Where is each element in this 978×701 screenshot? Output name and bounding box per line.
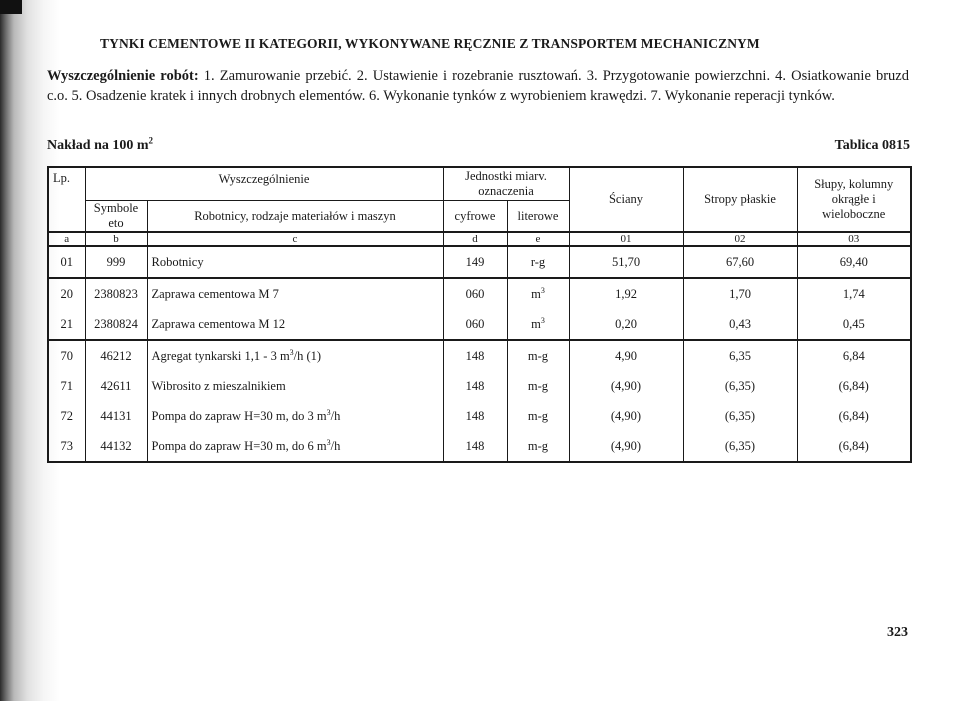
row-name-sup: 3: [326, 407, 331, 417]
row-symbol: 2380823: [85, 278, 147, 309]
row-symbol: 2380824: [85, 309, 147, 340]
table-row: [48, 278, 911, 309]
row-value-sciany: (4,90): [569, 371, 683, 401]
column-letter: b: [85, 232, 147, 246]
row-name: [147, 309, 443, 340]
row-unit-letter: [507, 371, 569, 401]
row-name-tail: /h: [330, 408, 341, 423]
row-unit-letter: [507, 246, 569, 278]
row-name: [147, 431, 443, 462]
column-letter: 03: [797, 232, 911, 246]
row-unit-letter: [507, 309, 569, 340]
row-symbol: 44132: [85, 431, 147, 462]
row-value-sciany: (4,90): [569, 431, 683, 462]
row-lp: 20: [48, 278, 85, 309]
row-name-text: Wibrosito z mieszalnikiem: [151, 378, 286, 393]
row-value-stropy: 0,43: [683, 309, 797, 340]
column-letter: c: [147, 232, 443, 246]
row-unit-letter: [507, 431, 569, 462]
row-lp: 73: [48, 431, 85, 462]
row-name: [147, 401, 443, 431]
norm-sup: 2: [148, 135, 154, 146]
header-stropy: Stropy płaskie: [683, 167, 797, 232]
row-name: [147, 371, 443, 401]
row-unit-sup: 3: [540, 315, 545, 325]
row-name-tail: /h (1): [293, 348, 322, 363]
row-value-sciany: 1,92: [569, 278, 683, 309]
description-lead: Wyszczególnienie robót:: [47, 68, 199, 84]
row-unit-letter-text: m-g: [527, 438, 549, 453]
header-symbole: Symbole eto: [85, 201, 147, 233]
row-value-slupy: 69,40: [797, 246, 911, 278]
row-name-text: Agregat tynkarski 1,1 - 3 m: [151, 348, 290, 363]
row-name: [147, 278, 443, 309]
page-number: 323: [887, 625, 908, 640]
row-unit-letter-text: r-g: [530, 254, 546, 269]
row-unit-code: 148: [443, 371, 507, 401]
row-symbol: 44131: [85, 401, 147, 431]
page-title: TYNKI CEMENTOWE II KATEGORII, WYKONYWANE RĘCZNIE Z TRANSPORTEM MECHANICZNYM: [100, 36, 760, 51]
column-letter: 01: [569, 232, 683, 246]
row-value-slupy: (6,84): [797, 401, 911, 431]
description-text: 1. Zamurowanie przebić. 2. Ustawienie i rozebranie rusztowań. 3. Przygotowanie powierzchni. 4. Osiatkowanie bruzd c.o. 5. Osadzenie kratek i innych drobnych elementów. 6. Wykonanie tynków z wyrobieniem krawędzi. 7. Wykonanie reperacji tynków.: [47, 68, 909, 104]
norm-text: Nakład na 100 m: [47, 138, 149, 153]
row-value-stropy: 1,70: [683, 278, 797, 309]
row-unit-code: 148: [443, 401, 507, 431]
column-letter: 02: [683, 232, 797, 246]
row-value-sciany: (4,90): [569, 401, 683, 431]
row-value-sciany: 0,20: [569, 309, 683, 340]
table-row: [48, 309, 911, 340]
row-value-stropy: 6,35: [683, 340, 797, 371]
row-name-text: Pompa do zapraw H=30 m, do 3 m: [151, 408, 327, 423]
row-name-sup: 3: [326, 437, 331, 447]
column-letters-row: [48, 232, 911, 246]
table-row: [48, 401, 911, 431]
row-value-stropy: (6,35): [683, 431, 797, 462]
row-lp: 71: [48, 371, 85, 401]
row-value-slupy: (6,84): [797, 371, 911, 401]
row-name-text: Zaprawa cementowa M 12: [151, 316, 286, 331]
row-unit-code: 060: [443, 309, 507, 340]
row-unit-code: 149: [443, 246, 507, 278]
row-unit-letter: [507, 340, 569, 371]
column-letter: e: [507, 232, 569, 246]
table-row: [48, 340, 911, 371]
header-robotnicy: Robotnicy, rodzaje materiałów i maszyn: [147, 201, 443, 233]
table-row: [48, 246, 911, 278]
row-unit-code: 148: [443, 340, 507, 371]
row-value-stropy: (6,35): [683, 371, 797, 401]
row-name-text: Robotnicy: [151, 254, 204, 269]
row-lp: 72: [48, 401, 85, 431]
row-unit-letter: [507, 278, 569, 309]
header-lp: Lp.: [48, 167, 85, 232]
row-value-stropy: (6,35): [683, 401, 797, 431]
row-symbol: 46212: [85, 340, 147, 371]
header-jednostki: Jednostki miarv. oznaczenia: [443, 167, 569, 201]
table-number: Tablica 0815: [834, 138, 910, 153]
row-name: [147, 340, 443, 371]
row-name-text: Pompa do zapraw H=30 m, do 6 m: [151, 438, 327, 453]
row-unit-code: 060: [443, 278, 507, 309]
row-value-slupy: 6,84: [797, 340, 911, 371]
work-description: [47, 66, 909, 106]
header-wyszczegolnienie: Wyszczególnienie: [85, 167, 443, 201]
row-name-sup: 3: [289, 347, 294, 357]
row-lp: 01: [48, 246, 85, 278]
header-slupy: Słupy, kolumny okrągłe i wieloboczne: [797, 167, 911, 232]
row-lp: 70: [48, 340, 85, 371]
row-unit-letter-text: m: [531, 316, 541, 331]
header-sciany: Ściany: [569, 167, 683, 232]
row-unit-letter-text: m-g: [527, 408, 549, 423]
row-value-stropy: 67,60: [683, 246, 797, 278]
row-value-slupy: 1,74: [797, 278, 911, 309]
row-symbol: 42611: [85, 371, 147, 401]
row-value-slupy: 0,45: [797, 309, 911, 340]
column-letter: d: [443, 232, 507, 246]
table-row: [48, 371, 911, 401]
row-unit-letter-text: m: [531, 286, 541, 301]
row-unit-code: 148: [443, 431, 507, 462]
row-unit-letter-text: m-g: [527, 378, 549, 393]
row-name-text: Zaprawa cementowa M 7: [151, 286, 279, 301]
row-unit-letter-text: m-g: [527, 348, 549, 363]
table-row: [48, 431, 911, 462]
row-symbol: 999: [85, 246, 147, 278]
column-letter: a: [48, 232, 85, 246]
norm-label: [47, 135, 154, 154]
row-unit-letter: [507, 401, 569, 431]
row-value-slupy: (6,84): [797, 431, 911, 462]
row-unit-sup: 3: [540, 285, 545, 295]
row-name: [147, 246, 443, 278]
norms-table: [47, 166, 912, 463]
row-value-sciany: 4,90: [569, 340, 683, 371]
header-cyfrowe: cyfrowe: [443, 201, 507, 233]
row-value-sciany: 51,70: [569, 246, 683, 278]
row-lp: 21: [48, 309, 85, 340]
row-name-tail: /h: [330, 438, 341, 453]
header-literowe: literowe: [507, 201, 569, 233]
